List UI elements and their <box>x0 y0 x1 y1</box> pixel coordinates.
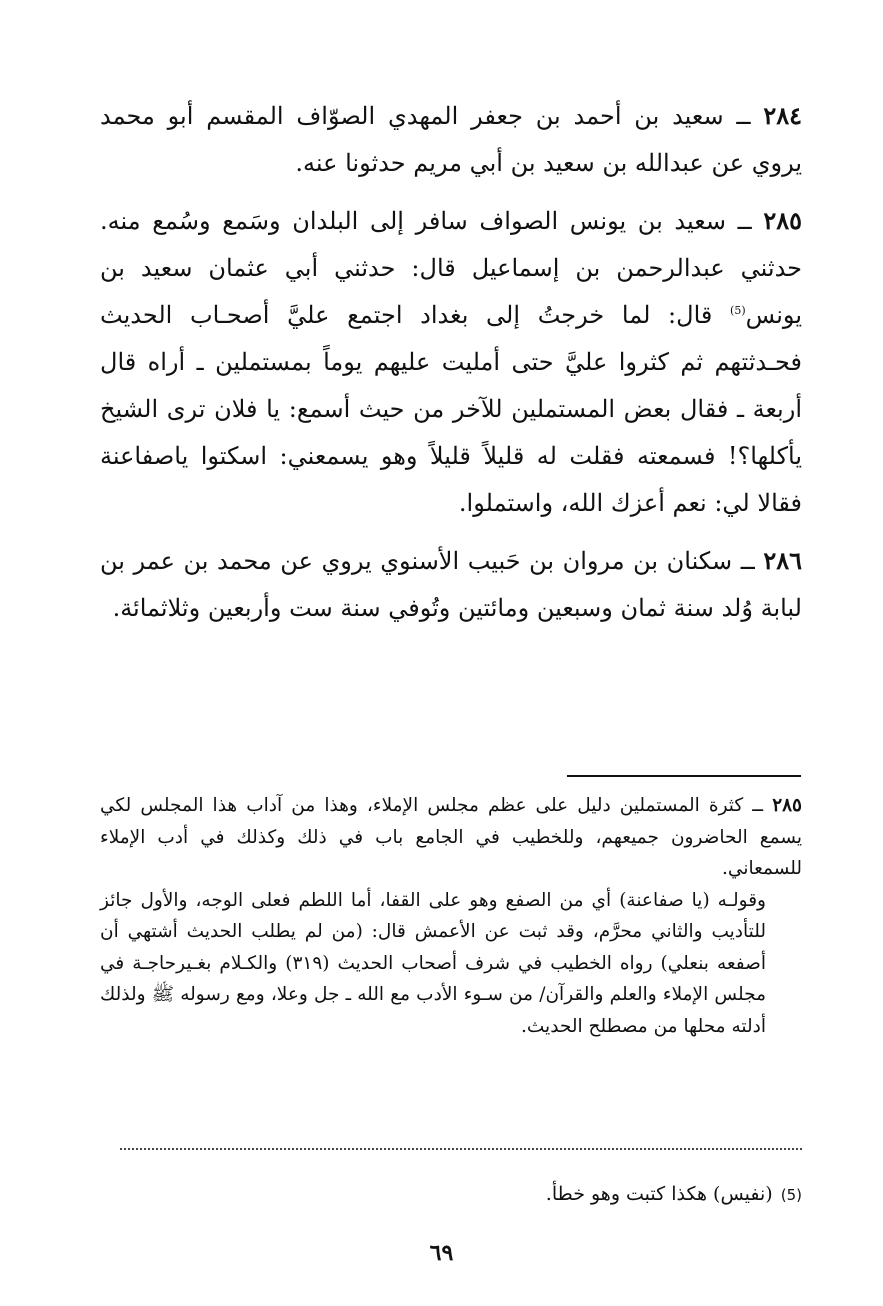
entry-dash: ــ <box>723 102 764 130</box>
footnote-text: (نفيس) هكذا كتبت وهو خطأ. <box>545 1183 773 1205</box>
footnote-marker: (5) <box>780 1186 802 1204</box>
main-text <box>100 92 802 642</box>
note-text: كثرة المستملين دليل على عظم مجلس الإملاء، وهذا من آداب هذا المجلس لكي يسمع الحاضرون جميعهم، وللخطيب في الجامع باب في ذلك وكذلك في أدب الإملاء للسمعاني. <box>100 795 802 879</box>
entry-number: ٢٨٤ <box>763 101 802 130</box>
footnote <box>100 1180 802 1209</box>
note-number: ٢٨٥ <box>772 795 802 816</box>
entry-dash: ــ <box>732 547 764 575</box>
entry-text: سكنان بن مروان بن حَبيب الأسنوي يروي عن محمد بن عمر بن لبابة وُلد سنة ثمان وسبعين ومائتين وتُوفي سنة ست وأربعين وثلاثمائة. <box>100 547 802 622</box>
footnote-reference: (5) <box>730 304 746 317</box>
entry-number: ٢٨٥ <box>763 206 802 235</box>
entry-286 <box>100 537 802 632</box>
entry-284 <box>100 92 802 187</box>
note-dash: ــ <box>743 795 773 816</box>
notes-separator-line <box>567 775 801 777</box>
entry-text-continued: قال: لما خرجتُ إلى بغداد اجتمع عليَّ أصحـاب الحديث فحـدثتهم ثم كثروا عليَّ حتى أمليت عليهم يوماً بمستملين ـ أراه قال أربعة ـ فقال بعض المستملين للآخر من حيث أسمع: يا فلان ترى الشيخ يأكلها؟! فسمعته فقلت له قليلاً قليلاً وهو يسمعني: اسكتوا ياصفاعنة فقالا لي: نعم أعزك الله، واستملوا. <box>100 301 802 517</box>
entry-dash: ــ <box>725 207 764 235</box>
page-number: ٦٩ <box>429 1240 454 1266</box>
entry-number: ٢٨٦ <box>763 546 802 575</box>
entry-285 <box>100 197 802 527</box>
entry-text: سعيد بن أحمد بن جعفر المهدي الصوّاف المقسم أبو محمد يروي عن عبدالله بن سعيد بن أبي مريم حدثونا عنه. <box>100 102 802 177</box>
note-285-paragraph-2: وقولـه (يا صفاعنة) أي من الصفع وهو على القفا، أما اللطم فعلى الوجه، والأول جائز للتأديب والثاني محرَّم، وقد ثبت عن الأعمش قال: (من لم يطلب الحديث أشتهي أن أصفعه بنعلي) رواه الخطيب في شرف أصحاب الحديث (٣١٩) والكـلام بغـيرحاجـة في مجلس الإملاء والعلم والقرآن/ من سـوء الأدب مع الله ـ جل وعلا، ومع رسوله ﷺ ولذلك أدلته محلها من مصطلح الحديث. <box>100 889 767 1037</box>
commentary-notes <box>100 790 802 1042</box>
note-285-paragraph-1 <box>100 790 802 885</box>
entry-text: سعيد بن يونس الصواف سافر إلى البلدان وسَمع وسُمع منه. حدثني عبدالرحمن بن إسماعيل قال: حدثني أبي عثمان سعيد بن يونس <box>100 207 802 329</box>
footnote-separator-dotted <box>120 1148 802 1150</box>
